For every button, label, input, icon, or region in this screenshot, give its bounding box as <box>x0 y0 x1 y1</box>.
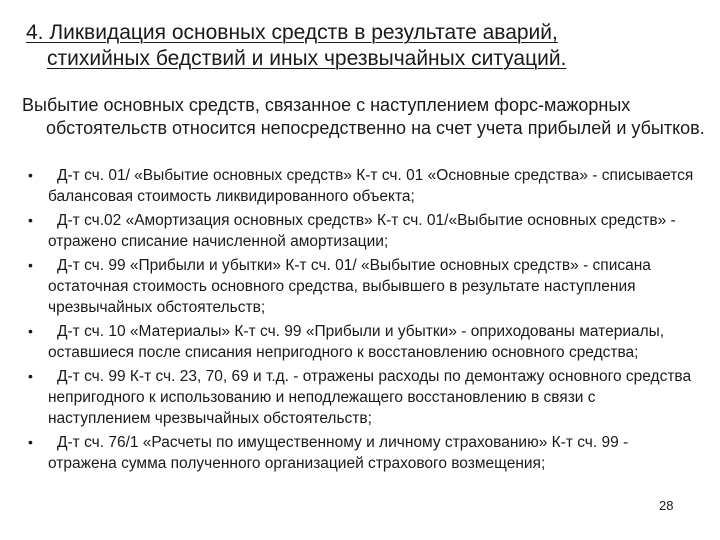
bullet-icon: • <box>28 167 33 183</box>
slide-title-line-2: стихийных бедствий и иных чрезвычайных ситуаций. <box>47 47 567 70</box>
intro-line-1: Выбытие основных средств, связанное с наступлением форс-мажорных <box>22 95 631 115</box>
list-item <box>26 165 698 207</box>
bullet-icon: • <box>28 368 33 384</box>
list-item-text: Д-т сч. 99 «Прибыли и убытки» К-т сч. 01/ «Выбытие основных средств» - списана остаточная стоимость основного средства, выбывшего в результате наступления чрезвычайных обстоятельств; <box>48 257 651 316</box>
list-item <box>26 366 698 429</box>
list-item <box>26 321 698 363</box>
slide-title <box>26 20 706 72</box>
list-item-text: Д-т сч.02 «Амортизация основных средств» К-т сч. 01/«Выбытие основных средств» - отражено списание начисленной амортизации; <box>48 212 676 250</box>
intro-line-rest: обстоятельств относится непосредственно на счет учета прибылей и убытков. <box>46 118 705 138</box>
bullet-icon: • <box>28 212 33 228</box>
bullet-icon: • <box>28 323 33 339</box>
slide-title-line-1: 4. Ликвидация основных средств в результате аварий, <box>26 21 558 44</box>
list-item <box>26 432 698 474</box>
list-item-text: Д-т сч. 99 К-т сч. 23, 70, 69 и т.д. - отражены расходы по демонтажу основного средства непригодного к использованию и неподлежащего восстановлению в связи с наступлением чрезвычайных обстоятельств; <box>48 368 692 427</box>
entries-list <box>26 165 698 477</box>
list-item <box>26 210 698 252</box>
page-number: 28 <box>659 498 674 513</box>
intro-paragraph <box>22 94 706 140</box>
list-item-text: Д-т сч. 76/1 «Расчеты по имущественному и личному страхованию» К-т сч. 99 - отражена сумма полученного организацией страхового возмещения; <box>48 434 629 472</box>
bullet-icon: • <box>28 257 33 273</box>
bullet-icon: • <box>28 434 33 450</box>
list-item-text: Д-т сч. 10 «Материалы» К-т сч. 99 «Прибыли и убытки» - оприходованы материалы, оставшиеся после списания непригодного к восстановлению основного средства; <box>48 323 665 361</box>
list-item <box>26 255 698 318</box>
list-item-text: Д-т сч. 01/ «Выбытие основных средств» К-т сч. 01 «Основные средства» - списывается балансовая стоимость ликвидированного объекта; <box>48 167 694 205</box>
